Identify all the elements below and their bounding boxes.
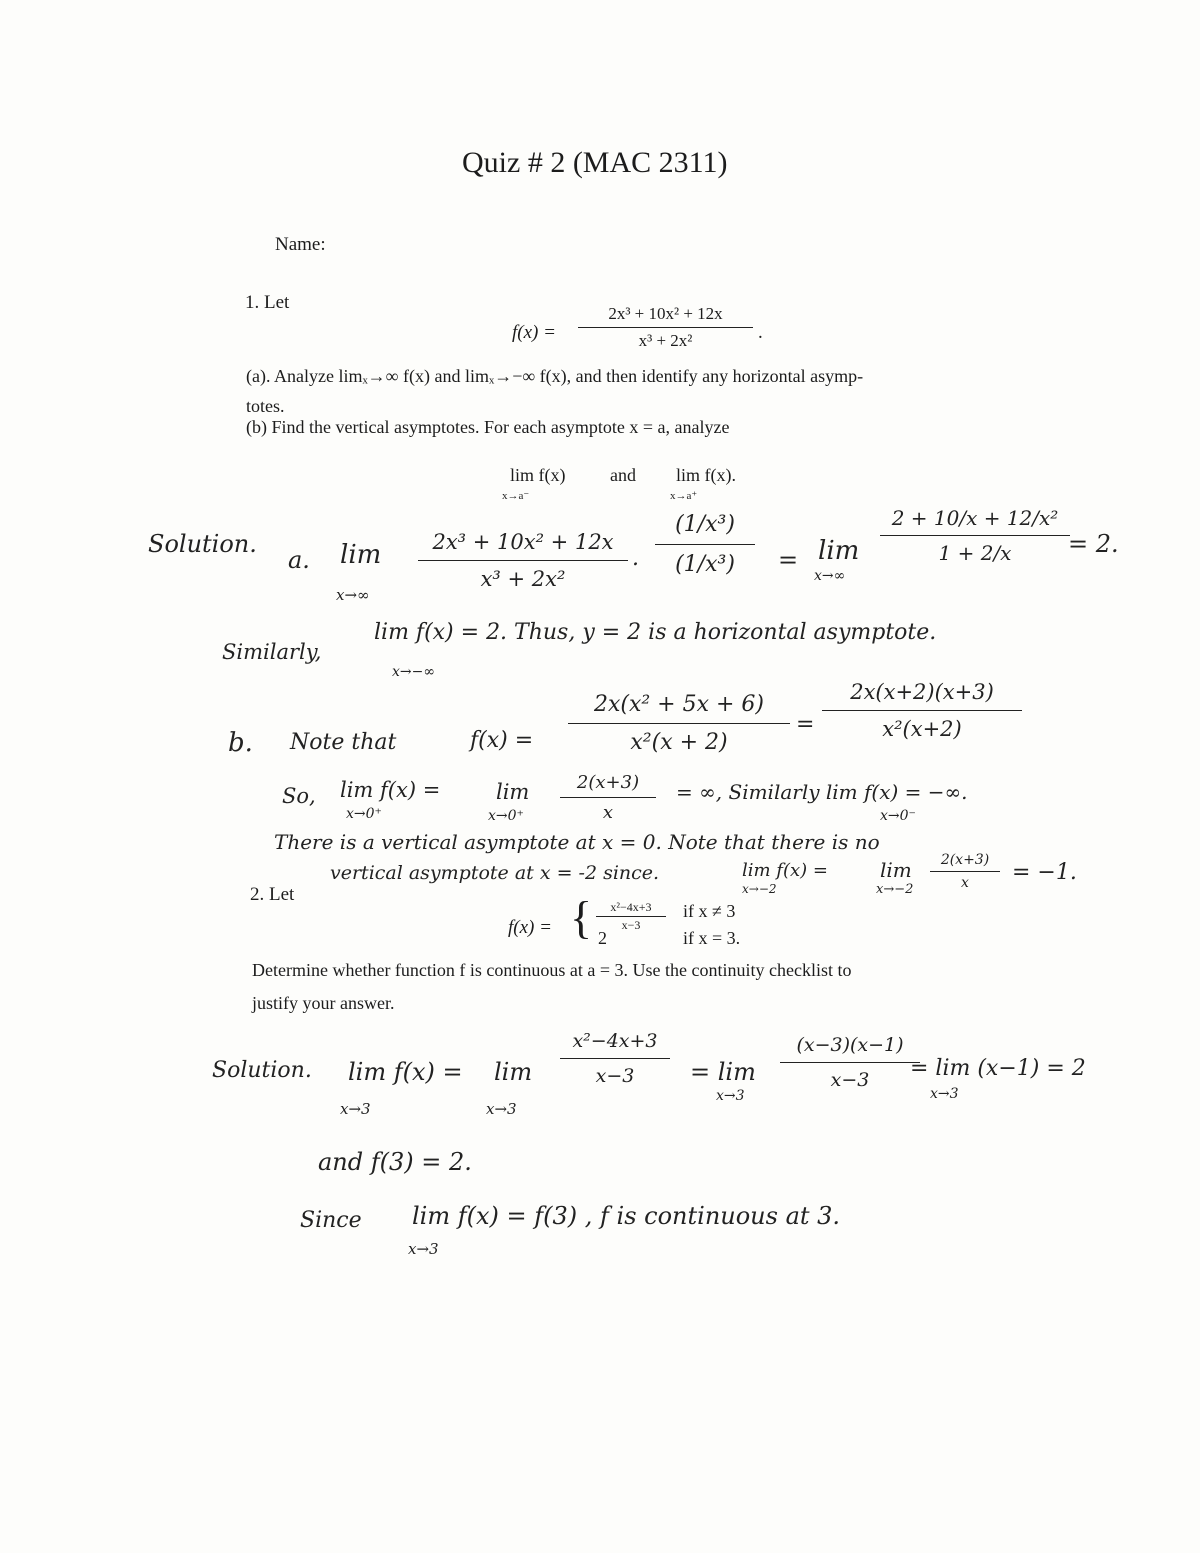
problem2-case1-num: x²−4x+3	[610, 900, 652, 914]
part-b-lim2: lim f(x).	[676, 465, 736, 485]
solution1-reduced-result: = 2.	[1068, 530, 1119, 558]
solution2-since-statement: lim f(x) = f(3) , f is continuous at 3.	[412, 1202, 841, 1230]
vertical-den: x	[961, 875, 969, 891]
vertical-lim: lim f(x) =	[742, 860, 828, 881]
solution1-b-num1: 2x(x² + 5x + 6)	[593, 692, 765, 717]
so-lim: lim f(x) =	[340, 778, 441, 802]
problem2-case1-cond: if x ≠ 3	[683, 901, 736, 921]
solution2-lim-b-sub: x→3	[486, 1100, 517, 1118]
problem2-number: 2. Let	[250, 884, 295, 905]
solution1-mult-num: (1/x³)	[675, 512, 735, 537]
so-rest-sub: x→0⁻	[880, 808, 916, 824]
page-title: Quiz # 2 (MAC 2311)	[462, 146, 728, 179]
so-label: So,	[282, 784, 316, 808]
solution1-eq: =	[778, 546, 799, 574]
problem2-brace: {	[570, 892, 593, 943]
solution1-lim2: lim	[818, 536, 860, 566]
problem1-fx-denominator: x³ + 2x²	[638, 331, 693, 350]
part-b-lim1: lim f(x)	[510, 465, 566, 485]
solution2-den1: x−3	[595, 1065, 635, 1087]
solution1-b-den1: x²(x + 2)	[630, 730, 728, 755]
solution1-reduced-fraction	[880, 506, 1070, 565]
vertical-asymptote-line1: There is a vertical asymptote at x = 0. Note that there is no	[274, 830, 880, 854]
so-lim2-sub: x→0⁺	[488, 808, 524, 824]
solution1-b-den2: x²(x+2)	[882, 717, 962, 741]
solution1-b-eq: =	[796, 712, 815, 737]
solution2-fraction1	[560, 1030, 670, 1087]
solution2-lim-a-sub: x→3	[340, 1100, 371, 1118]
solution2-since-label: Since	[300, 1208, 362, 1233]
part-b-and: and	[610, 465, 636, 485]
solution1-lim: lim	[340, 540, 382, 570]
vertical-asymptote-line2: vertical asymptote at x = -2 since.	[330, 862, 660, 884]
solution2-den2: x−3	[830, 1069, 870, 1091]
solution1-label: Solution.	[148, 530, 257, 558]
problem2-case1-den: x−3	[621, 918, 641, 932]
solution1-b-fraction2	[822, 680, 1022, 741]
problem1-fx-numerator: 2x³ + 10x² + 12x	[608, 304, 723, 323]
vertical-lim2: lim	[880, 858, 912, 882]
solution2-eq3-sub: x→3	[930, 1086, 959, 1102]
solution1-lim2-sub: x→∞	[814, 568, 846, 584]
solution2-num2: (x−3)(x−1)	[796, 1034, 904, 1056]
solution2-lim-b: lim	[494, 1058, 533, 1086]
problem2-case2-cond: if x = 3.	[683, 928, 741, 948]
solution1-mult-fraction	[655, 512, 755, 577]
solution2-and-line: and f(3) = 2.	[318, 1148, 472, 1176]
solution1-mult-den: (1/x³)	[675, 552, 735, 577]
solution1-expr-den: x³ + 2x²	[480, 567, 566, 591]
so-num: 2(x+3)	[576, 772, 640, 793]
solution2-fraction2	[780, 1034, 920, 1091]
solution2-since-sub: x→3	[408, 1240, 439, 1258]
solution1-b-label: b.	[228, 728, 253, 758]
problem2-fx-lhs: f(x) =	[508, 917, 552, 938]
solution1-dot: .	[632, 546, 639, 571]
so-den: x	[602, 802, 614, 823]
similarly-lim-sub: x→−∞	[392, 664, 436, 680]
part-b-lim1-sub: x→a⁻	[502, 490, 530, 502]
solution1-b-fraction1	[568, 692, 790, 755]
problem1-fx-period: .	[758, 322, 763, 343]
problem2-task-line2: justify your answer.	[252, 993, 395, 1013]
name-label: Name:	[275, 234, 326, 255]
part-b-lim2-sub: x→a⁺	[670, 490, 698, 502]
solution2-label: Solution.	[212, 1058, 312, 1083]
so-fraction	[560, 772, 656, 823]
solution2-eq2-sub: x→3	[716, 1088, 745, 1104]
part-a-line2: totes.	[246, 396, 285, 416]
solution2-eq2: = lim	[690, 1058, 756, 1086]
solution2-lim-a: lim f(x) =	[348, 1058, 463, 1086]
so-lim2: lim	[496, 780, 530, 804]
solution1-expr-num: 2x³ + 10x² + 12x	[432, 530, 614, 554]
solution1-b-note: Note that	[290, 730, 397, 755]
vertical-result: = −1.	[1012, 860, 1077, 885]
solution1-b-fx: f(x) =	[470, 728, 534, 753]
vertical-fraction	[930, 852, 1000, 891]
solution2-num1: x²−4x+3	[572, 1030, 658, 1052]
vertical-num: 2(x+3)	[940, 852, 990, 868]
part-a-line1: (a). Analyze limₓ→∞ f(x) and limₓ→−∞ f(x), and then identify any horizontal asymp-	[246, 366, 864, 386]
solution1-a-label: a.	[288, 546, 310, 574]
solution1-lim-sub: x→∞	[336, 586, 370, 604]
solution1-b-num2: 2x(x+2)(x+3)	[850, 680, 994, 704]
similarly-label: Similarly,	[222, 640, 322, 664]
vertical-lim-sub: x→−2	[742, 882, 777, 896]
so-rest: = ∞, Similarly lim f(x) = −∞.	[676, 780, 968, 804]
similarly-statement: lim f(x) = 2. Thus, y = 2 is a horizontal asymptote.	[374, 620, 937, 645]
problem1-fx-fraction	[578, 304, 753, 351]
problem2-task-line1: Determine whether function f is continuous at a = 3. Use the continuity checklist to	[252, 960, 852, 980]
part-b-line1: (b) Find the vertical asymptotes. For each asymptote x = a, analyze	[246, 417, 730, 437]
solution1-reduced-num: 2 + 10/x + 12/x²	[891, 506, 1059, 530]
vertical-lim2-sub: x→−2	[876, 882, 914, 897]
problem1-fx-lhs: f(x) =	[512, 322, 556, 343]
so-lim-sub: x→0⁺	[346, 806, 382, 822]
problem1-number: 1. Let	[245, 292, 290, 313]
solution1-reduced-den: 1 + 2/x	[938, 541, 1012, 565]
solution2-eq3: = lim (x−1) = 2	[910, 1056, 1086, 1081]
problem2-case2-value: 2	[598, 928, 607, 948]
solution1-expr-fraction	[418, 530, 628, 591]
